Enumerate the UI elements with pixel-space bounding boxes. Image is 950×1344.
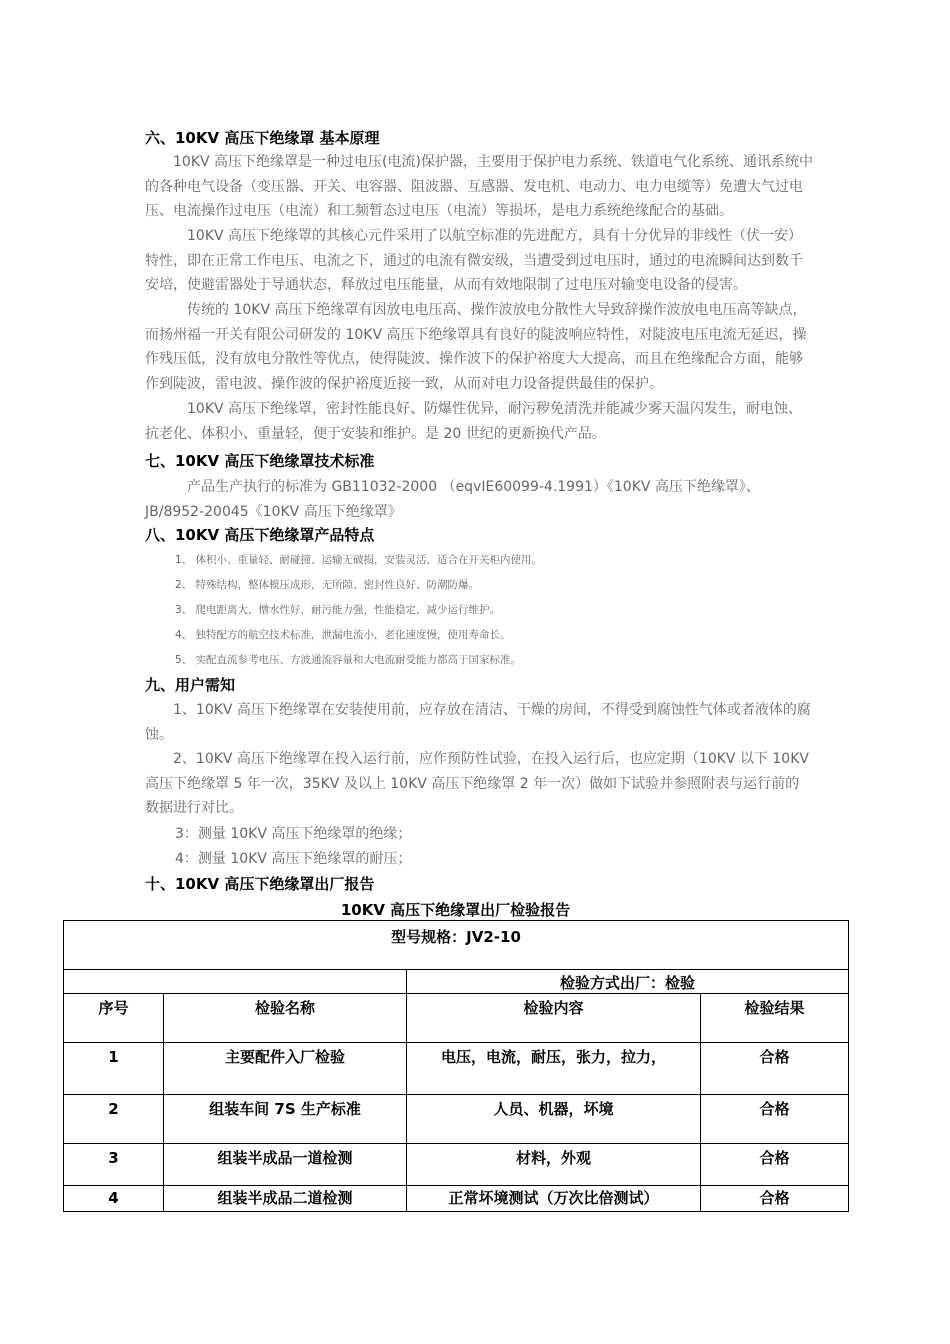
feature-item: 5、 实配直流参考电压、方波通流容量和大电流耐受能力都高于国家标准。 (175, 654, 522, 666)
row-content: 正常坏境测试（万次比倍测试） (407, 1186, 701, 1212)
row-name: 组装半成品一道检测 (164, 1144, 407, 1186)
section-7-heading: 七、10KV 高压下绝缘罩技术标准 (145, 452, 375, 470)
header-content: 检验内容 (407, 994, 701, 1043)
section-8-heading: 八、10KV 高压下绝缘罩产品特点 (145, 526, 375, 544)
model-spec-cell: 型号规格：JV2-10 (64, 921, 849, 970)
blank-cell (64, 970, 407, 994)
section-6-paragraph-2: 10KV 高压下绝缘罩的其核心元件采用了以航空标准的先进配方，具有十分优异的非线性（伏一安）特性，即在正常工作电压、电流之下，通过的电流有微安级，当遭受到过电压时，通过的电流瞬间达到数千安培，使避雷器处于导通状态，释放过电压能量，从而有效地限制了过电压对输变电设备的侵害。 (145, 228, 803, 294)
row-content: 人员、机器，坏境 (407, 1095, 701, 1144)
table-row (64, 1095, 849, 1144)
section-7-paragraph: 产品生产执行的标准为 GB11032-2000 （eqvIE60099-4.1991）《10KV 高压下绝缘罩》、JB/8952-20045《10KV 高压下绝缘罩》 (145, 479, 760, 520)
row-name: 主要配件入厂检验 (164, 1043, 407, 1095)
row-no: 2 (64, 1095, 164, 1144)
table-row (64, 1144, 849, 1186)
table-row (64, 1043, 849, 1095)
section-6-paragraph-4: 10KV 高压下绝缘罩，密封性能良好、防爆性优异，耐污秽免清洗并能减少雾天温闪发生，耐电蚀、抗老化、体积小、重量轻，便于安装和维护。是 20 世纪的更新换代产品。 (145, 401, 803, 442)
header-result: 检验结果 (701, 994, 849, 1043)
feature-item: 2、 特殊结构，整体模压成形，无所隙、密封性良好、防潮防爆。 (175, 579, 480, 591)
row-no: 1 (64, 1043, 164, 1095)
feature-item: 1、 体积小、重量轻、耐碰撞、运输无破损，安装灵活，适合在开关柜内使用。 (175, 554, 543, 566)
row-result: 合格 (701, 1043, 849, 1095)
section-9-paragraph-2: 2、10KV 高压下绝缘罩在投入运行前，应作预防性试验，在投入运行后，也应定期（10KV 以下 10KV 高压下绝缘罩 5 年一次，35KV 及以上 10KV 高压下绝缘罩 2 年一次）做如下试验并参照附表与运行前的数据进行对比。 (145, 751, 809, 817)
row-no: 4 (64, 1186, 164, 1212)
row-content: 电压，电流，耐压，张力，拉力， (407, 1043, 701, 1095)
section-6-paragraph-3: 传统的 10KV 高压下绝缘罩有因放电电压高、操作波放电分散性大导致辞操作波放电电压高等缺点，而扬州福一开关有限公司研发的 10KV 高压下绝缘罩具有良好的陡波响应特性，对陡波电压电流无延迟，操作残压低，没有放电分散性等优点，使得陡波、操作波下的保护裕度大大提高，而且在绝缘配合方面，能够作到陡波，雷电波、操作波的保护裕度近接一致，从而对电力设备提供最佳的保护。 (145, 302, 807, 393)
inspection-method-cell: 检验方式出厂：检验 (407, 970, 849, 994)
inspection-report-table (63, 920, 849, 1212)
feature-item: 3、 爬电距离大，憎水性好，耐污能力强，性能稳定，减少运行维护。 (175, 604, 501, 616)
section-9-line-3: 3：测量 10KV 高压下绝缘罩的绝缘； (175, 826, 412, 842)
section-6-heading: 六、10KV 高压下绝缘罩 基本原理 (145, 129, 380, 147)
row-name: 组装车间 7S 生产标准 (164, 1095, 407, 1144)
row-name: 组装半成品二道检测 (164, 1186, 407, 1212)
row-no: 3 (64, 1144, 164, 1186)
section-9-paragraph-1: 1、10KV 高压下绝缘罩在安装使用前，应存放在清洁、干燥的房间，不得受到腐蚀性气体或者液体的腐蚀。 (145, 702, 811, 743)
report-title: 10KV 高压下绝缘罩出厂检验报告 (340, 901, 571, 919)
section-9-line-4: 4：测量 10KV 高压下绝缘罩的耐压； (175, 851, 412, 867)
row-content: 材料，外观 (407, 1144, 701, 1186)
section-10-heading: 十、10KV 高压下绝缘罩出厂报告 (145, 875, 375, 893)
feature-item: 4、 独特配方的航空技术标准，泄漏电流小，老化速度慢，使用寿命长。 (175, 629, 511, 641)
header-name: 检验名称 (164, 994, 407, 1043)
row-result: 合格 (701, 1186, 849, 1212)
table-row (64, 1186, 849, 1212)
section-9-heading: 九、用户需知 (145, 676, 236, 694)
row-result: 合格 (701, 1144, 849, 1186)
header-no: 序号 (64, 994, 164, 1043)
row-result: 合格 (701, 1095, 849, 1144)
section-6-paragraph-1: 10KV 高压下绝缘罩是一种过电压(电流)保护器，主要用于保护电力系统、铁道电气化系统、通讯系统中的各种电气设备（变压器、开关、电容器、阻波器、互感器、发电机、电动力、电力电缆等）免遭大气过电压、电流操作过电压（电流）和工频暂态过电压（电流）等损坏，是电力系统绝缘配合的基础。 (145, 154, 813, 220)
